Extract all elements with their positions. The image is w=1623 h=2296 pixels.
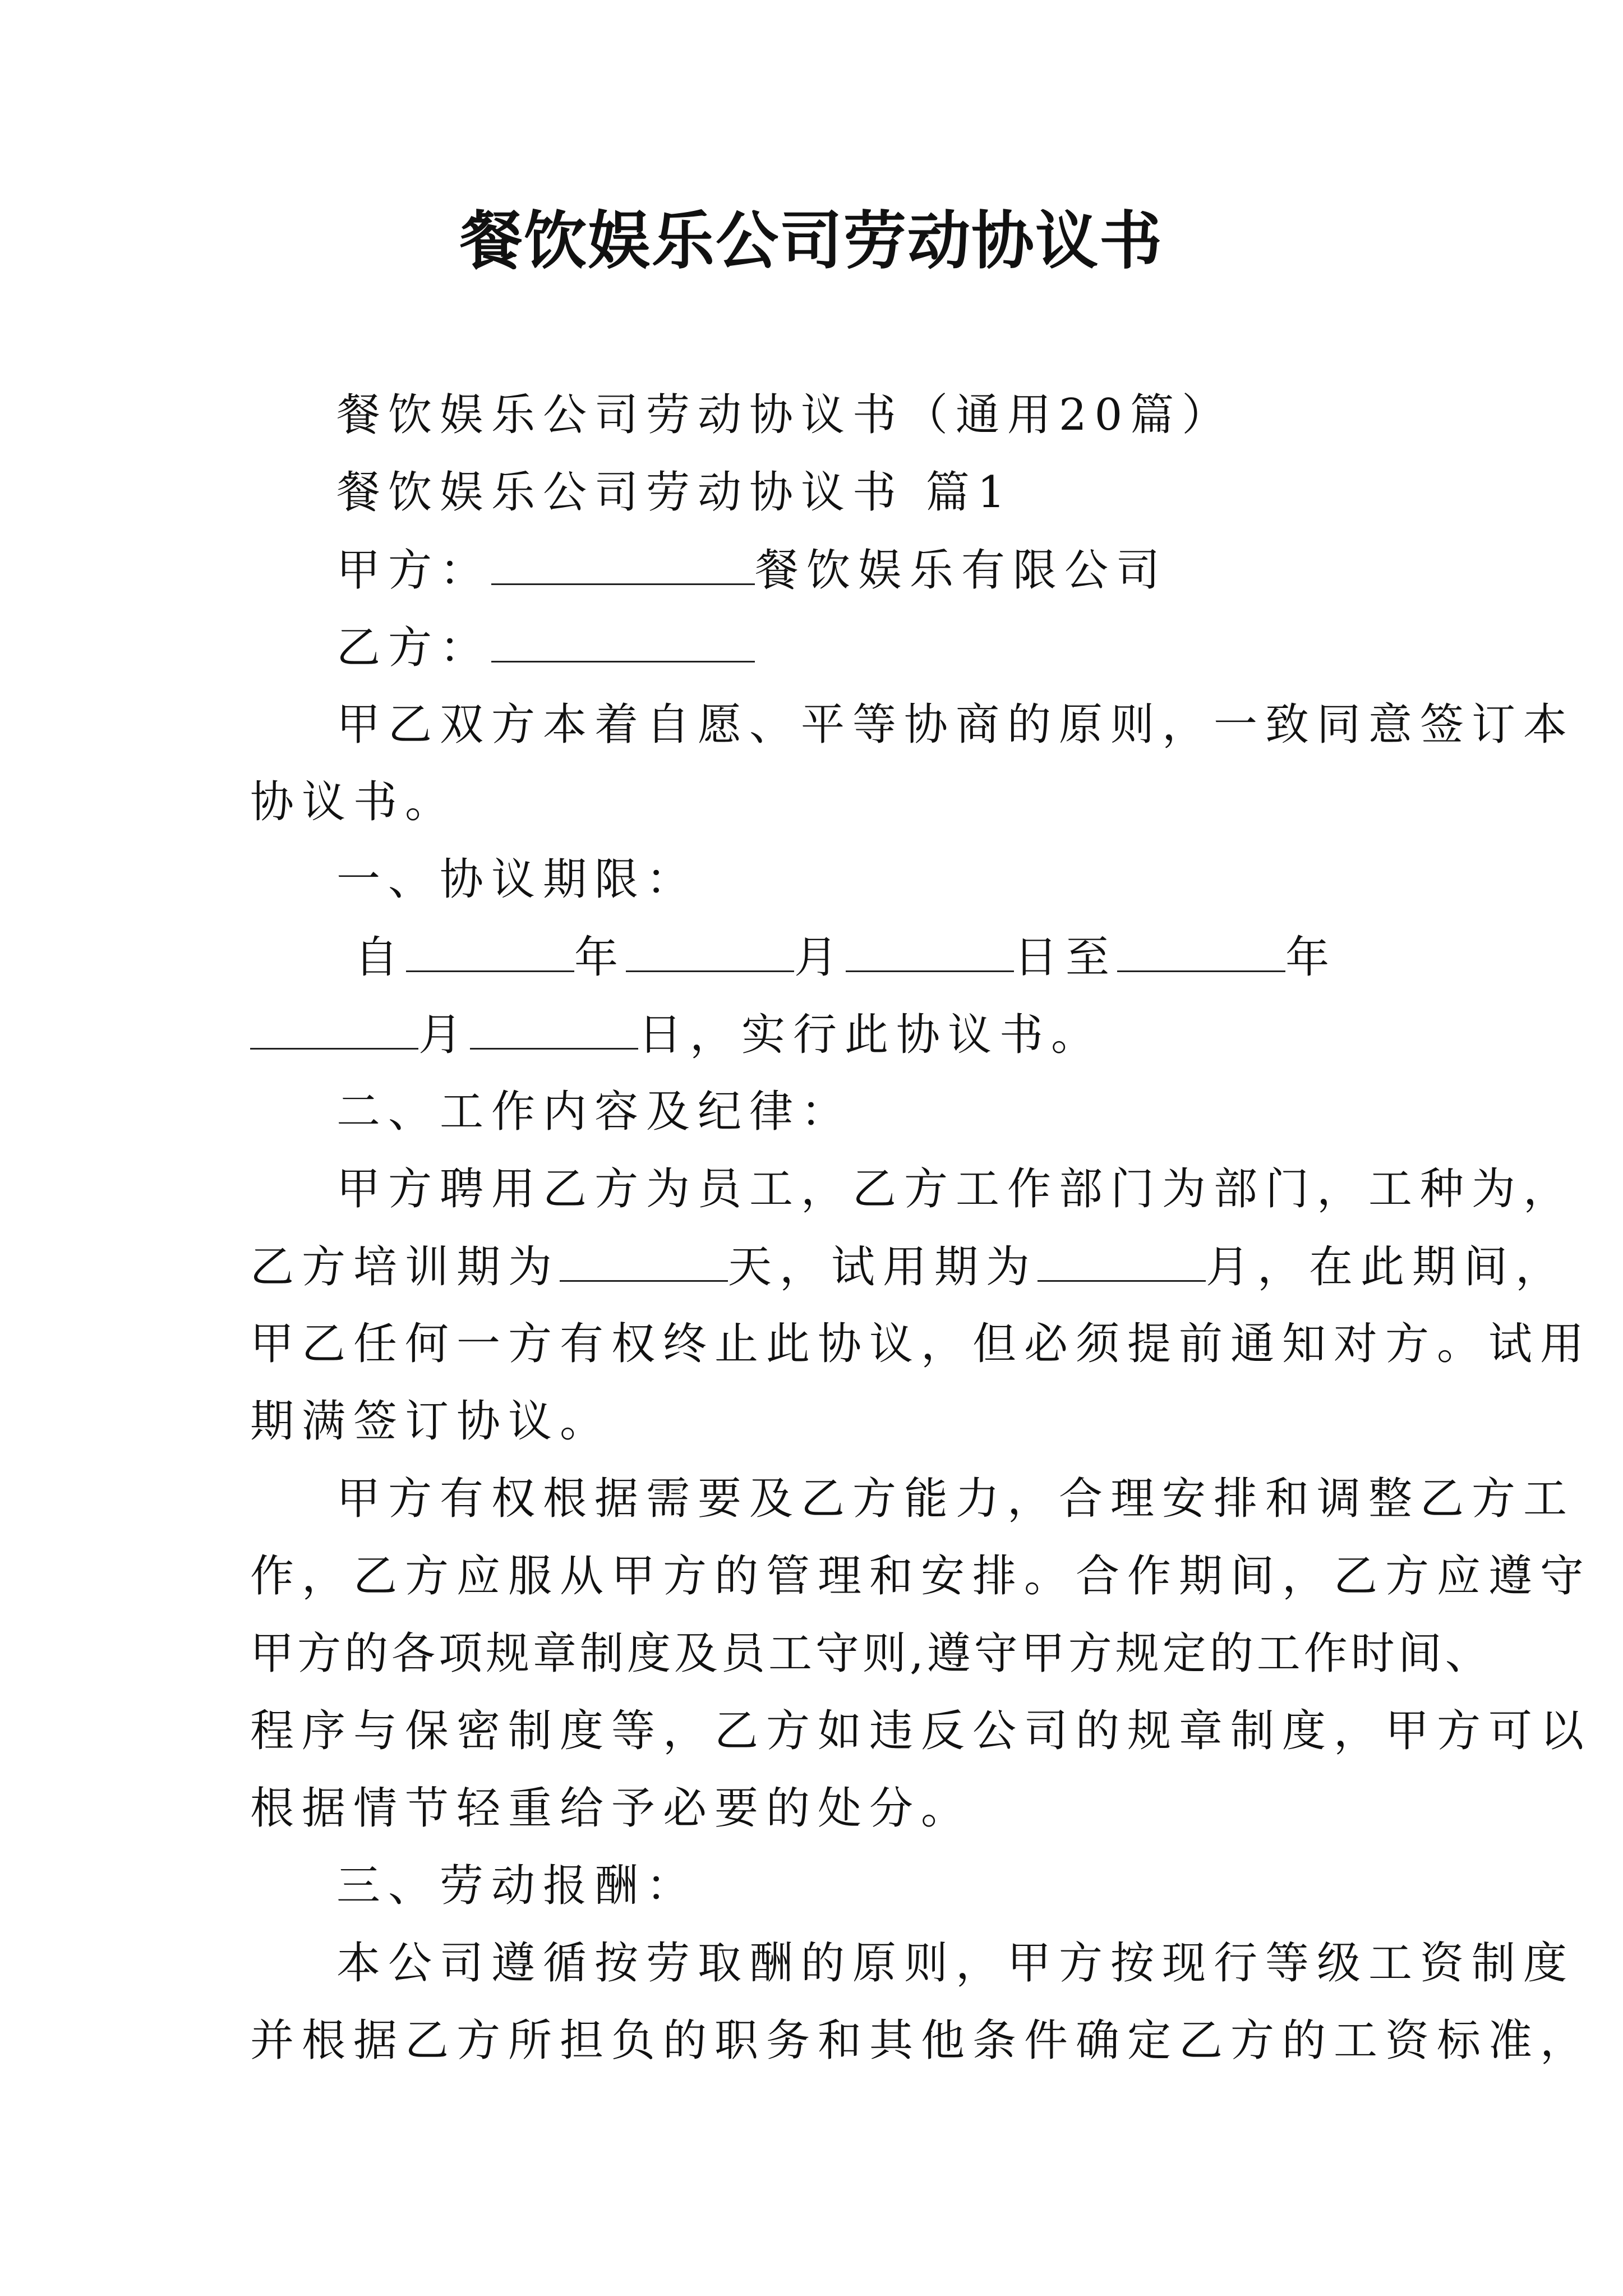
party-b-blank[interactable]: [491, 619, 755, 662]
end-month-blank[interactable]: [250, 1006, 418, 1050]
duty-line-2: 作，乙方应服从甲方的管理和安排。合作期间，乙方应遵守: [250, 1551, 1592, 1602]
party-a-line: [336, 542, 1168, 599]
section3-heading: 三、劳动报酬：: [336, 1861, 698, 1911]
party-b-line: [336, 619, 755, 676]
work-line-2a: 乙方培训期为: [250, 1242, 560, 1292]
work-line-2: [250, 1239, 1567, 1295]
work-line-4: 期满签订协议。: [250, 1396, 612, 1447]
term-month: 月: [794, 932, 846, 983]
term-line-1: [354, 929, 1337, 986]
party-a-label: 甲方：: [336, 545, 492, 596]
training-days-blank[interactable]: [560, 1239, 728, 1282]
start-month-blank[interactable]: [626, 929, 794, 972]
term-from: 自: [354, 932, 407, 983]
start-year-blank[interactable]: [406, 929, 574, 972]
pay-line-1: 本公司遵循按劳取酬的原则，甲方按现行等级工资制度: [336, 1938, 1575, 1989]
party-a-name: 餐饮娱乐有限公司: [755, 545, 1168, 596]
document-title: 餐饮娱乐公司劳动协议书: [460, 204, 1163, 278]
duty-line-5: 根据情节轻重给予必要的处分。: [250, 1783, 973, 1834]
intro-line-2: 协议书。: [250, 777, 457, 827]
party-a-blank[interactable]: [491, 542, 755, 585]
part-heading: 餐饮娱乐公司劳动协议书 篇1: [336, 467, 1013, 518]
intro-line-1: 甲乙双方本着自愿、平等协商的原则，一致同意签订本: [336, 700, 1575, 750]
duty-line-4: 程序与保密制度等，乙方如违反公司的规章制度，甲方可以: [250, 1706, 1592, 1756]
duty-line-3: 甲方的各项规章制度及员工守则,遵守甲方规定的工作时间、: [250, 1628, 1492, 1679]
work-line-2b: 天，试用期为: [728, 1242, 1038, 1292]
work-line-3: 甲乙任何一方有权终止此协议，但必须提前通知对方。试用: [250, 1319, 1592, 1369]
term-tail: 日，实行此协议书。: [638, 1010, 1103, 1060]
party-b-label: 乙方：: [336, 623, 492, 673]
probation-months-blank[interactable]: [1038, 1239, 1206, 1282]
term-day-to: 日至: [1014, 932, 1118, 983]
section2-heading: 二、工作内容及纪律：: [336, 1087, 853, 1137]
term-month-2: 月: [418, 1010, 471, 1060]
work-line-2c: 月，在此期间，: [1206, 1242, 1567, 1292]
end-year-blank[interactable]: [1117, 929, 1285, 972]
term-year-2: 年: [1285, 932, 1338, 983]
term-year: 年: [574, 932, 626, 983]
term-line-2: [250, 1006, 1103, 1063]
start-day-blank[interactable]: [846, 929, 1014, 972]
duty-line-1: 甲方有权根据需要及乙方能力，合理安排和调整乙方工: [336, 1474, 1575, 1524]
work-line-1: 甲方聘用乙方为员工，乙方工作部门为部门，工种为，: [336, 1164, 1575, 1214]
section1-heading: 一、协议期限：: [336, 854, 698, 905]
end-day-blank[interactable]: [470, 1006, 638, 1050]
subtitle: 餐饮娱乐公司劳动协议书（通用20篇）: [336, 390, 1234, 440]
pay-line-2: 并根据乙方所担负的职务和其他条件确定乙方的工资标准，: [250, 2016, 1592, 2066]
